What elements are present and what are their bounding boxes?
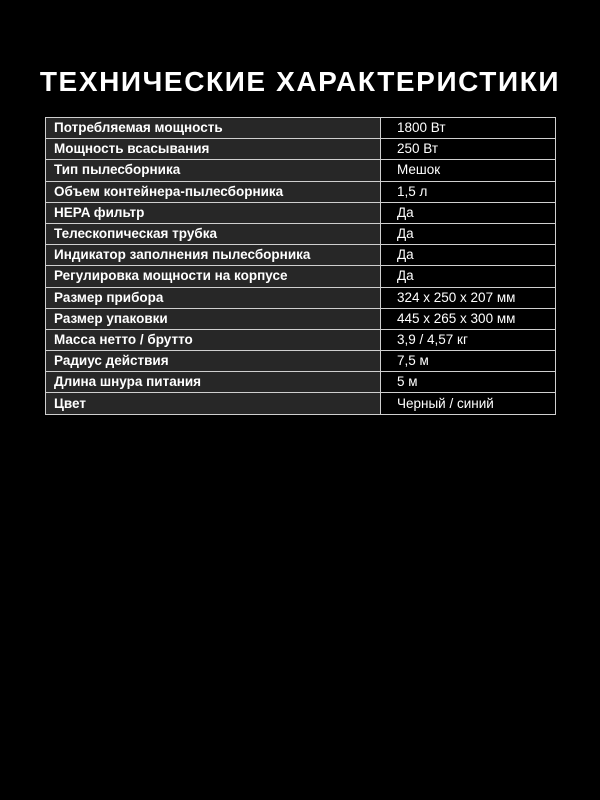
spec-value: Да — [381, 223, 556, 244]
spec-param: Индикатор заполнения пылесборника — [46, 245, 381, 266]
spec-param: Размер прибора — [46, 287, 381, 308]
spec-value: 445 x 265 x 300 мм — [381, 308, 556, 329]
spec-param: Регулировка мощности на корпусе — [46, 266, 381, 287]
spec-param: Масса нетто / брутто — [46, 329, 381, 350]
spec-value: 5 м — [381, 372, 556, 393]
table-row — [46, 245, 556, 266]
specifications-table — [45, 117, 556, 415]
table-row — [46, 266, 556, 287]
table-row — [46, 160, 556, 181]
table-row — [46, 202, 556, 223]
table-row — [46, 223, 556, 244]
spec-value: 324 x 250 x 207 мм — [381, 287, 556, 308]
spec-value: 1,5 л — [381, 181, 556, 202]
spec-param: Мощность всасывания — [46, 139, 381, 160]
spec-value: 7,5 м — [381, 351, 556, 372]
table-row — [46, 118, 556, 139]
table-row — [46, 287, 556, 308]
spec-param: Размер упаковки — [46, 308, 381, 329]
table-row — [46, 139, 556, 160]
spec-param: Телескопическая трубка — [46, 223, 381, 244]
spec-value: Да — [381, 202, 556, 223]
spec-value: 3,9 / 4,57 кг — [381, 329, 556, 350]
table-row — [46, 372, 556, 393]
spec-param: HEPA фильтр — [46, 202, 381, 223]
table-row — [46, 329, 556, 350]
spec-value: Да — [381, 245, 556, 266]
page-title: ТЕХНИЧЕСКИЕ ХАРАКТЕРИСТИКИ — [39, 66, 561, 97]
spec-value: Да — [381, 266, 556, 287]
spec-param: Тип пылесборника — [46, 160, 381, 181]
spec-param: Радиус действия — [46, 351, 381, 372]
spec-value: 1800 Вт — [381, 118, 556, 139]
spec-param: Цвет — [46, 393, 381, 414]
spec-param: Длина шнура питания — [46, 372, 381, 393]
spec-value: 250 Вт — [381, 139, 556, 160]
spec-value: Мешок — [381, 160, 556, 181]
spec-param: Объем контейнера-пылесборника — [46, 181, 381, 202]
table-row — [46, 351, 556, 372]
table-row — [46, 308, 556, 329]
spec-value: Черный / синий — [381, 393, 556, 414]
spec-param: Потребляемая мощность — [46, 118, 381, 139]
table-row — [46, 181, 556, 202]
table-row — [46, 393, 556, 414]
